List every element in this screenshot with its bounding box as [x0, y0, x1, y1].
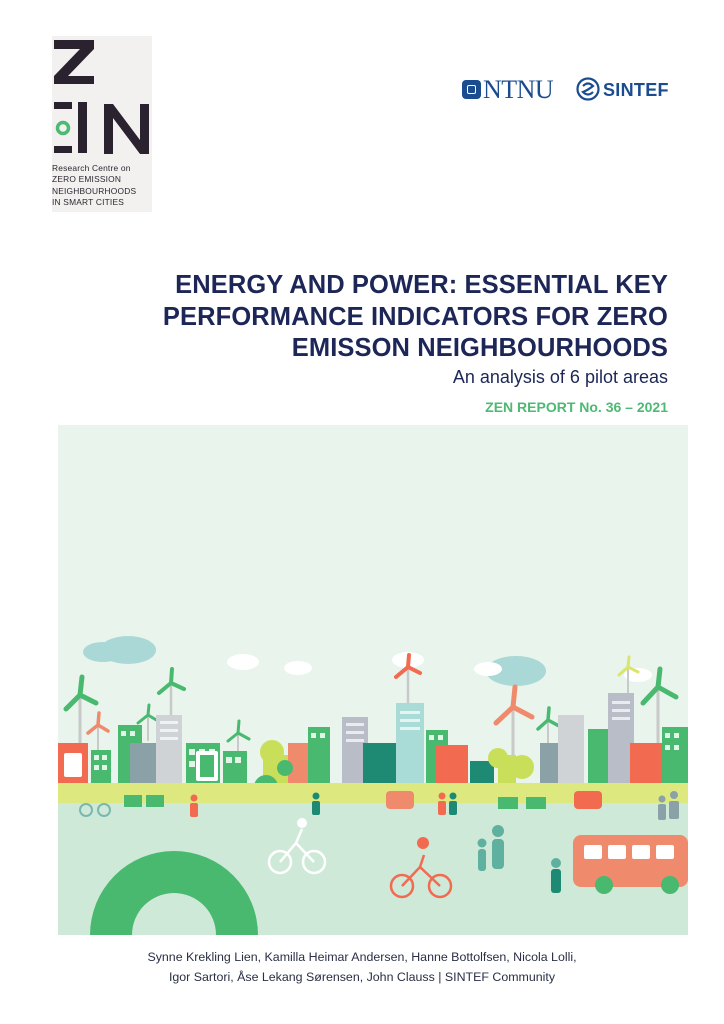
zen-logo-subtitle-line: NEIGHBOURHOODS [52, 185, 137, 196]
zen-logo-subtitle-line: ZERO EMISSION [52, 174, 122, 185]
report-title-line: ENERGY AND POWER: ESSENTIAL KEY [175, 271, 668, 299]
authors-line: Igor Sartori, Åse Lekang Sørensen, John Clauss | SINTEF Community [168, 970, 556, 984]
zen-logo-subtitle-line: Research Centre on [52, 163, 131, 173]
ntnu-logo-text: NTNU [483, 75, 554, 104]
sintef-logo-icon [576, 77, 600, 101]
report-number: ZEN REPORT No. 36 – 2021 [485, 398, 668, 415]
authors-line: Synne Krekling Lien, Kamilla Heimar Andersen, Hanne Bottolfsen, Nicola Lolli, [147, 950, 577, 964]
authors [0, 947, 724, 987]
report-title-line: EMISSON NEIGHBOURHOODS [291, 334, 668, 362]
zen-logo-subtitle-line: IN SMART CITIES [52, 196, 125, 207]
title-block [108, 270, 668, 416]
report-title-line: PERFORMANCE INDICATORS FOR ZERO [162, 302, 668, 331]
partner-logos [462, 74, 682, 104]
report-title [108, 270, 668, 365]
ntnu-logo-icon [462, 80, 481, 99]
sintef-logo-text: SINTEF [603, 80, 669, 100]
report-subtitle: An analysis of 6 pilot areas [452, 366, 668, 387]
city-illustration [58, 425, 688, 935]
zen-logo-subtitle [52, 163, 172, 208]
